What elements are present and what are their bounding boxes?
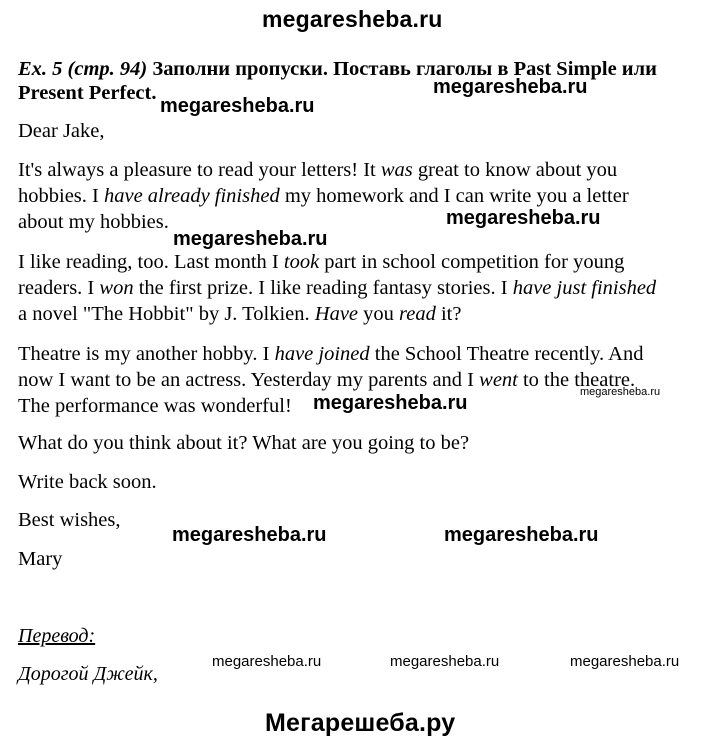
answer-verb: have just finished [512,277,657,299]
watermark-small: megaresheba.ru [580,386,661,398]
letter-line: It's always a pleasure to read your letters! It was great to know about you [18,159,618,181]
letter-question: What do you think about it? What are you going to be? [18,432,470,454]
watermark: megaresheba.ru [313,392,468,414]
watermark: megaresheba.ru [172,524,327,546]
watermark: megaresheba.ru [433,76,588,98]
letter-line: readers. I won the first prize. I like reading fantasy stories. I have just finished [18,277,657,299]
watermark: megaresheba.ru [160,95,315,117]
letter-line: The performance was wonderful! [18,395,292,417]
letter-line: Theatre is my another hobby. I have joined the School Theatre recently. And [18,343,644,365]
watermark-footer: Мегарешеба.ру [265,709,456,737]
letter-line: I like reading, too. Last month I took part in school competition for young [18,251,625,273]
letter-line: hobbies. I have already finished my homework and I can write you a letter [18,185,629,207]
exercise-header-line-2: Present Perfect. [18,82,157,104]
watermark-small: megaresheba.ru [212,653,322,670]
watermark: megaresheba.ru [446,207,601,229]
watermark-small: megaresheba.ru [570,653,680,670]
letter-signature: Mary [18,548,63,570]
watermark: megaresheba.ru [444,524,599,546]
watermark-top: megaresheba.ru [262,6,443,32]
exercise-instruction: Заполни пропуски. Поставь глаголы в Past Simple или [152,58,657,80]
exercise-number: Ex. 5 (стр. 94) [18,58,148,80]
translation-heading: Перевод: [18,625,96,647]
translation-greeting: Дорогой Джейк, [18,663,158,685]
answer-verb: read [399,303,436,325]
answer-verb: was [380,159,413,181]
answer-verb: won [99,277,134,299]
letter-greeting: Dear Jake, [18,120,105,142]
letter-closing: Best wishes, [18,509,121,531]
answer-verb: went [479,369,518,391]
answer-verb: took [283,251,320,273]
letter-line: a novel "The Hobbit" by J. Tolkien. Have you read it? [18,303,462,325]
watermark: megaresheba.ru [173,228,328,250]
watermark-small: megaresheba.ru [390,653,500,670]
answer-verb: have already finished [103,185,280,207]
answer-verb: Have [314,303,359,325]
answer-verb: have joined [274,343,370,365]
letter-line: about my hobbies. [18,211,169,233]
letter-line: now I want to be an actress. Yesterday my parents and I went to the theatre. [18,369,636,391]
letter-closing: Write back soon. [18,471,157,493]
